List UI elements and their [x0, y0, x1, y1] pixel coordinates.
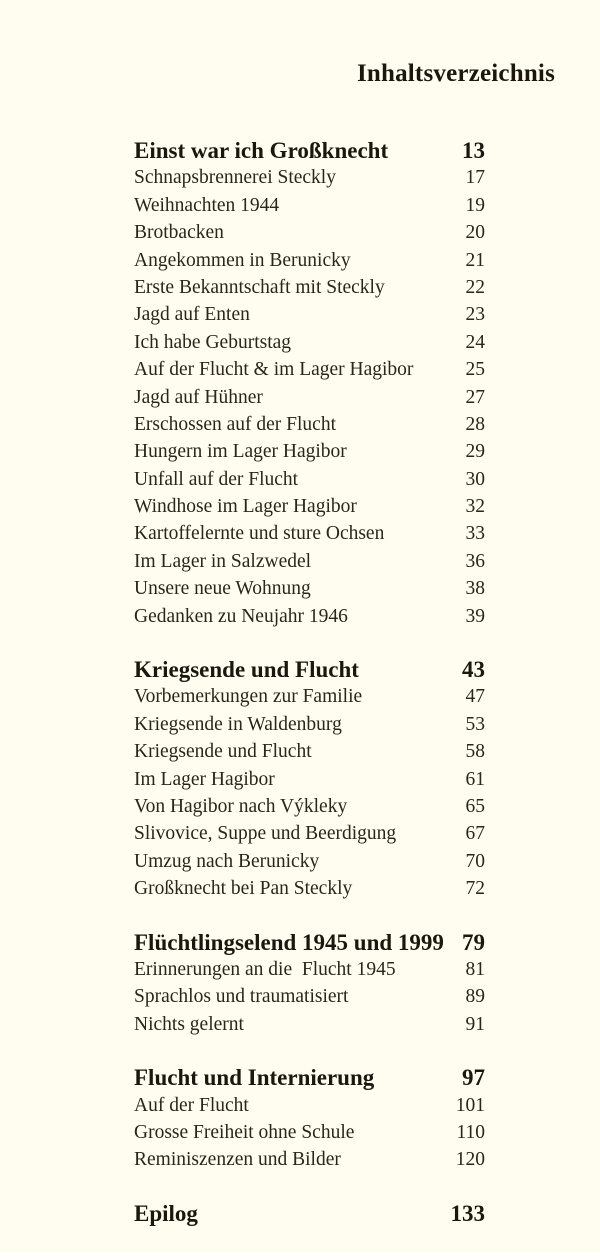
toc-entry	[134, 438, 485, 465]
toc-entry	[134, 1011, 485, 1038]
toc-entry	[134, 738, 485, 765]
toc-entry	[134, 301, 485, 328]
entry-page-number: 22	[465, 276, 485, 298]
entry-page-number: 33	[465, 523, 485, 545]
entry-title: Kriegsende und Flucht	[134, 741, 312, 763]
toc-entry	[134, 983, 485, 1010]
toc-entry	[134, 384, 485, 411]
entry-title: Nichts gelernt	[134, 1013, 244, 1035]
entry-page-number: 70	[465, 850, 485, 872]
entry-page-number: 110	[456, 1121, 485, 1143]
toc-entry	[134, 848, 485, 875]
entry-page-number: 23	[465, 304, 485, 326]
entry-title: Windhose im Lager Hagibor	[134, 496, 357, 518]
entry-title: Ich habe Geburtstag	[134, 331, 292, 353]
toc-entry	[134, 956, 485, 983]
toc-section	[134, 656, 485, 903]
toc-entry	[134, 548, 485, 575]
entry-page-number: 21	[465, 249, 485, 271]
entry-page-number: 81	[465, 958, 485, 980]
entry-page-number: 120	[455, 1149, 485, 1171]
entry-page-number: 47	[465, 686, 485, 708]
toc-entry	[134, 683, 485, 710]
toc-section-header	[134, 1200, 485, 1227]
entry-page-number: 39	[465, 605, 485, 627]
toc-entry	[134, 766, 485, 793]
entry-title: Im Lager in Salzwedel	[134, 550, 312, 572]
toc-entry	[134, 247, 485, 274]
toc-entry	[134, 164, 485, 191]
entry-title: Unfall auf der Flucht	[134, 468, 299, 490]
entry-title: Erinnerungen an die Flucht 1945	[134, 958, 396, 980]
toc-entry	[134, 1146, 485, 1173]
entry-page-number: 65	[465, 795, 485, 817]
toc-entry	[134, 466, 485, 493]
entry-page-number: 38	[465, 578, 485, 600]
toc-entry	[134, 493, 485, 520]
entry-page-number: 89	[465, 986, 485, 1008]
section-title: Flüchtlingselend 1945 und 1999	[134, 929, 444, 955]
page-title: Inhaltsverzeichnis	[356, 60, 555, 87]
toc-section	[134, 1200, 485, 1227]
entry-title: Reminiszenzen und Bilder	[134, 1149, 341, 1171]
toc-section-header	[134, 656, 485, 683]
toc-section-header	[134, 137, 485, 164]
entry-title: Unsere neue Wohnung	[134, 578, 311, 600]
entry-page-number: 29	[465, 441, 485, 463]
toc-entry	[134, 219, 485, 246]
toc-entry	[134, 1119, 485, 1146]
toc-entry	[134, 411, 485, 438]
toc-entry	[134, 356, 485, 383]
toc-entry	[134, 711, 485, 738]
entry-page-number: 24	[465, 331, 485, 353]
section-title: Epilog	[134, 1200, 198, 1226]
toc-entry	[134, 603, 485, 630]
entry-page-number: 19	[465, 194, 485, 216]
entry-page-number: 27	[465, 386, 485, 408]
toc-entry	[134, 192, 485, 219]
entry-page-number: 61	[465, 768, 485, 790]
entry-title: Auf der Flucht	[134, 1094, 249, 1116]
section-page-number: 97	[462, 1065, 485, 1091]
entry-title: Im Lager Hagibor	[134, 768, 275, 790]
entry-title: Hungern im Lager Hagibor	[134, 441, 347, 463]
page-bottom-edge	[0, 1252, 600, 1260]
entry-title: Vorbemerkungen zur Familie	[134, 686, 363, 708]
section-title: Kriegsende und Flucht	[134, 657, 359, 683]
toc-entry	[134, 520, 485, 547]
entry-page-number: 25	[465, 359, 485, 381]
toc-entry	[134, 793, 485, 820]
section-page-number: 79	[462, 929, 485, 955]
entry-title: Sprachlos und traumatisiert	[134, 986, 349, 1008]
entry-title: Jagd auf Enten	[134, 304, 250, 326]
section-page-number: 133	[450, 1200, 485, 1226]
entry-title: Grosse Freiheit ohne Schule	[134, 1121, 355, 1143]
entry-page-number: 101	[455, 1094, 485, 1116]
toc-entry	[134, 1092, 485, 1119]
entry-title: Auf der Flucht & im Lager Hagibor	[134, 359, 414, 381]
entry-title: Gedanken zu Neujahr 1946	[134, 605, 348, 627]
section-title: Einst war ich Großknecht	[134, 138, 389, 163]
section-page-number: 43	[462, 657, 485, 683]
entry-page-number: 67	[465, 823, 485, 845]
entry-title: Großknecht bei Pan Steckly	[134, 878, 353, 900]
section-page-number: 13	[462, 138, 485, 163]
entry-page-number: 20	[465, 222, 485, 244]
entry-title: Slivovice, Suppe und Beerdigung	[134, 823, 397, 845]
entry-title: Brotbacken	[134, 222, 224, 244]
toc-section-header	[134, 929, 485, 956]
entry-page-number: 30	[465, 468, 485, 490]
entry-page-number: 53	[465, 713, 485, 735]
toc-section	[134, 137, 485, 630]
entry-page-number: 36	[465, 550, 485, 572]
entry-page-number: 58	[465, 741, 485, 763]
entry-title: Angekommen in Berunicky	[134, 249, 351, 271]
toc-section-header	[134, 1064, 485, 1091]
entry-title: Erschossen auf der Flucht	[134, 413, 336, 435]
entry-title: Schnapsbrennerei Steckly	[134, 167, 336, 189]
entry-title: Erste Bekanntschaft mit Steckly	[134, 276, 385, 298]
entry-title: Kartoffelernte und sture Ochsen	[134, 523, 385, 545]
toc-entry	[134, 875, 485, 902]
entry-title: Kriegsende in Waldenburg	[134, 713, 342, 735]
toc-section	[134, 929, 485, 1039]
entry-title: Weihnachten 1944	[134, 194, 280, 216]
entry-page-number: 72	[465, 878, 485, 900]
entry-title: Von Hagibor nach Výkleky	[134, 795, 348, 817]
toc-list	[134, 137, 485, 1227]
entry-page-number: 32	[465, 496, 485, 518]
entry-page-number: 28	[465, 413, 485, 435]
entry-title: Umzug nach Berunicky	[134, 850, 320, 872]
toc-section	[134, 1064, 485, 1174]
entry-page-number: 91	[465, 1013, 485, 1035]
entry-title: Jagd auf Hühner	[134, 386, 263, 408]
toc-entry	[134, 575, 485, 602]
toc-entry	[134, 274, 485, 301]
entry-page-number: 17	[465, 167, 485, 189]
section-title: Flucht und Internierung	[134, 1065, 375, 1091]
toc-entry	[134, 820, 485, 847]
toc-entry	[134, 329, 485, 356]
